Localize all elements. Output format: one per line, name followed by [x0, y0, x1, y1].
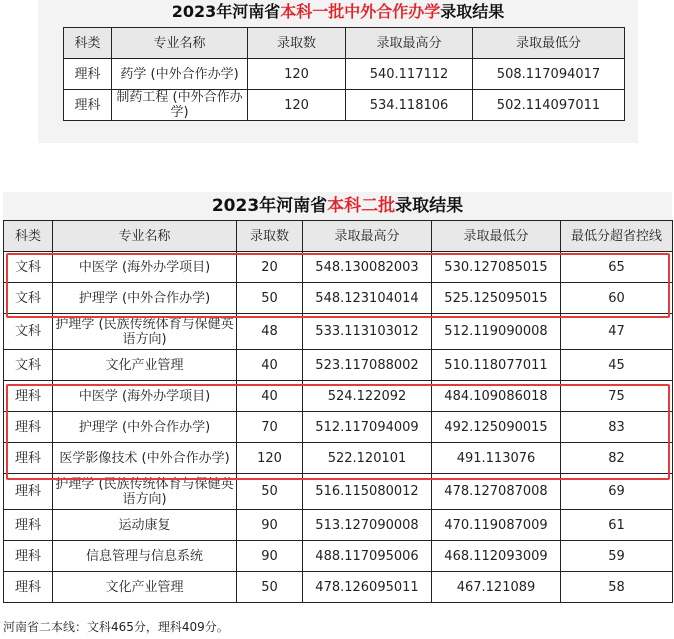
admission-table-batch1 — [63, 27, 625, 121]
count-cell: 120 — [237, 443, 303, 474]
min-score-cell: 484.109086018 — [432, 381, 561, 412]
min-score-cell: 492.125090015 — [432, 412, 561, 443]
max-score-cell: 513.127090008 — [303, 510, 432, 541]
over-control-line-cell: 75 — [561, 381, 673, 412]
max-score-cell: 533.113103012 — [303, 314, 432, 350]
header-cell: 最低分超省控线 — [561, 221, 673, 252]
category-cell: 文科 — [4, 350, 53, 381]
major-cell: 护理学 (中外合作办学) — [53, 283, 237, 314]
table-row — [64, 59, 625, 90]
min-score-cell: 478.127087008 — [432, 474, 561, 510]
category-cell: 文科 — [4, 252, 53, 283]
category-cell: 理科 — [4, 510, 53, 541]
table-row — [4, 572, 673, 603]
max-score-cell: 522.120101 — [303, 443, 432, 474]
over-control-line-cell: 83 — [561, 412, 673, 443]
min-score-cell: 510.118077011 — [432, 350, 561, 381]
min-score-cell: 525.125095015 — [432, 283, 561, 314]
max-score-cell: 548.123104014 — [303, 283, 432, 314]
min-score-cell: 467.121089 — [432, 572, 561, 603]
max-score-cell: 523.117088002 — [303, 350, 432, 381]
max-score-cell: 540.117112 — [346, 59, 473, 90]
header-cell: 录取数 — [237, 221, 303, 252]
category-cell: 文科 — [4, 283, 53, 314]
count-cell: 120 — [248, 59, 346, 90]
max-score-cell: 516.115080012 — [303, 474, 432, 510]
footnote: 河南省二本线：文科465分，理科409分。 — [3, 620, 229, 634]
category-cell: 文科 — [4, 314, 53, 350]
major-cell: 文化产业管理 — [53, 350, 237, 381]
major-cell: 医学影像技术 (中外合作办学) — [53, 443, 237, 474]
title-highlight: 本科二批 — [327, 196, 396, 216]
title-suffix: 录取结果 — [395, 196, 464, 216]
min-score-cell: 508.117094017 — [473, 59, 625, 90]
count-cell: 20 — [237, 252, 303, 283]
table2-body — [4, 252, 673, 603]
max-score-cell: 524.122092 — [303, 381, 432, 412]
table2-title — [3, 192, 672, 220]
header-cell: 录取数 — [248, 28, 346, 59]
count-cell: 50 — [237, 283, 303, 314]
count-cell: 40 — [237, 350, 303, 381]
min-score-cell: 530.127085015 — [432, 252, 561, 283]
major-cell: 药学 (中外合作办学) — [112, 59, 248, 90]
category-cell: 理科 — [4, 541, 53, 572]
count-cell: 50 — [237, 572, 303, 603]
title-prefix: 2023年河南省 — [211, 196, 328, 216]
header-row — [64, 28, 625, 59]
major-cell: 中医学 (海外办学项目) — [53, 381, 237, 412]
major-cell: 制药工程 (中外合作办学) — [112, 90, 248, 121]
max-score-cell: 534.118106 — [346, 90, 473, 121]
admission-table-batch2 — [3, 220, 673, 603]
category-cell: 理科 — [64, 59, 112, 90]
table-row — [4, 314, 673, 350]
title-highlight: 本科一批中外合作办学 — [280, 2, 441, 21]
header-cell: 专业名称 — [112, 28, 248, 59]
major-cell: 信息管理与信息系统 — [53, 541, 237, 572]
max-score-cell: 478.126095011 — [303, 572, 432, 603]
header-cell: 录取最低分 — [473, 28, 625, 59]
header-cell: 录取最高分 — [303, 221, 432, 252]
count-cell: 120 — [248, 90, 346, 121]
title-suffix: 录取结果 — [440, 2, 505, 21]
count-cell: 48 — [237, 314, 303, 350]
header-cell: 科类 — [64, 28, 112, 59]
table-row — [4, 510, 673, 541]
count-cell: 90 — [237, 541, 303, 572]
title-prefix: 2023年河南省 — [171, 2, 281, 21]
count-cell: 70 — [237, 412, 303, 443]
over-control-line-cell: 60 — [561, 283, 673, 314]
count-cell: 40 — [237, 381, 303, 412]
min-score-cell: 502.114097011 — [473, 90, 625, 121]
category-cell: 理科 — [4, 381, 53, 412]
min-score-cell: 468.112093009 — [432, 541, 561, 572]
major-cell: 中医学 (海外办学项目) — [53, 252, 237, 283]
count-cell: 90 — [237, 510, 303, 541]
table-row — [4, 381, 673, 412]
over-control-line-cell: 69 — [561, 474, 673, 510]
max-score-cell: 488.117095006 — [303, 541, 432, 572]
over-control-line-cell: 58 — [561, 572, 673, 603]
table-row — [4, 350, 673, 381]
over-control-line-cell: 65 — [561, 252, 673, 283]
category-cell: 理科 — [4, 443, 53, 474]
min-score-cell: 491.113076 — [432, 443, 561, 474]
table-row — [64, 90, 625, 121]
header-cell: 专业名称 — [53, 221, 237, 252]
category-cell: 理科 — [4, 412, 53, 443]
count-cell: 50 — [237, 474, 303, 510]
header-cell: 录取最高分 — [346, 28, 473, 59]
min-score-cell: 512.119090008 — [432, 314, 561, 350]
over-control-line-cell: 45 — [561, 350, 673, 381]
table-row — [4, 474, 673, 510]
over-control-line-cell: 59 — [561, 541, 673, 572]
table-row — [4, 443, 673, 474]
category-cell: 理科 — [4, 572, 53, 603]
category-cell: 理科 — [64, 90, 112, 121]
major-cell: 运动康复 — [53, 510, 237, 541]
table1-title — [38, 0, 638, 24]
table-row — [4, 252, 673, 283]
max-score-cell: 548.130082003 — [303, 252, 432, 283]
header-cell: 科类 — [4, 221, 53, 252]
table-row — [4, 541, 673, 572]
major-cell: 护理学 (民族传统体育与保健英语方向) — [53, 474, 237, 510]
header-cell: 录取最低分 — [432, 221, 561, 252]
max-score-cell: 512.117094009 — [303, 412, 432, 443]
table-row — [4, 283, 673, 314]
over-control-line-cell: 61 — [561, 510, 673, 541]
category-cell: 理科 — [4, 474, 53, 510]
major-cell: 护理学 (民族传统体育与保健英语方向) — [53, 314, 237, 350]
major-cell: 护理学 (中外合作办学) — [53, 412, 237, 443]
over-control-line-cell: 82 — [561, 443, 673, 474]
min-score-cell: 470.119087009 — [432, 510, 561, 541]
major-cell: 文化产业管理 — [53, 572, 237, 603]
header-row — [4, 221, 673, 252]
over-control-line-cell: 47 — [561, 314, 673, 350]
table-row — [4, 412, 673, 443]
